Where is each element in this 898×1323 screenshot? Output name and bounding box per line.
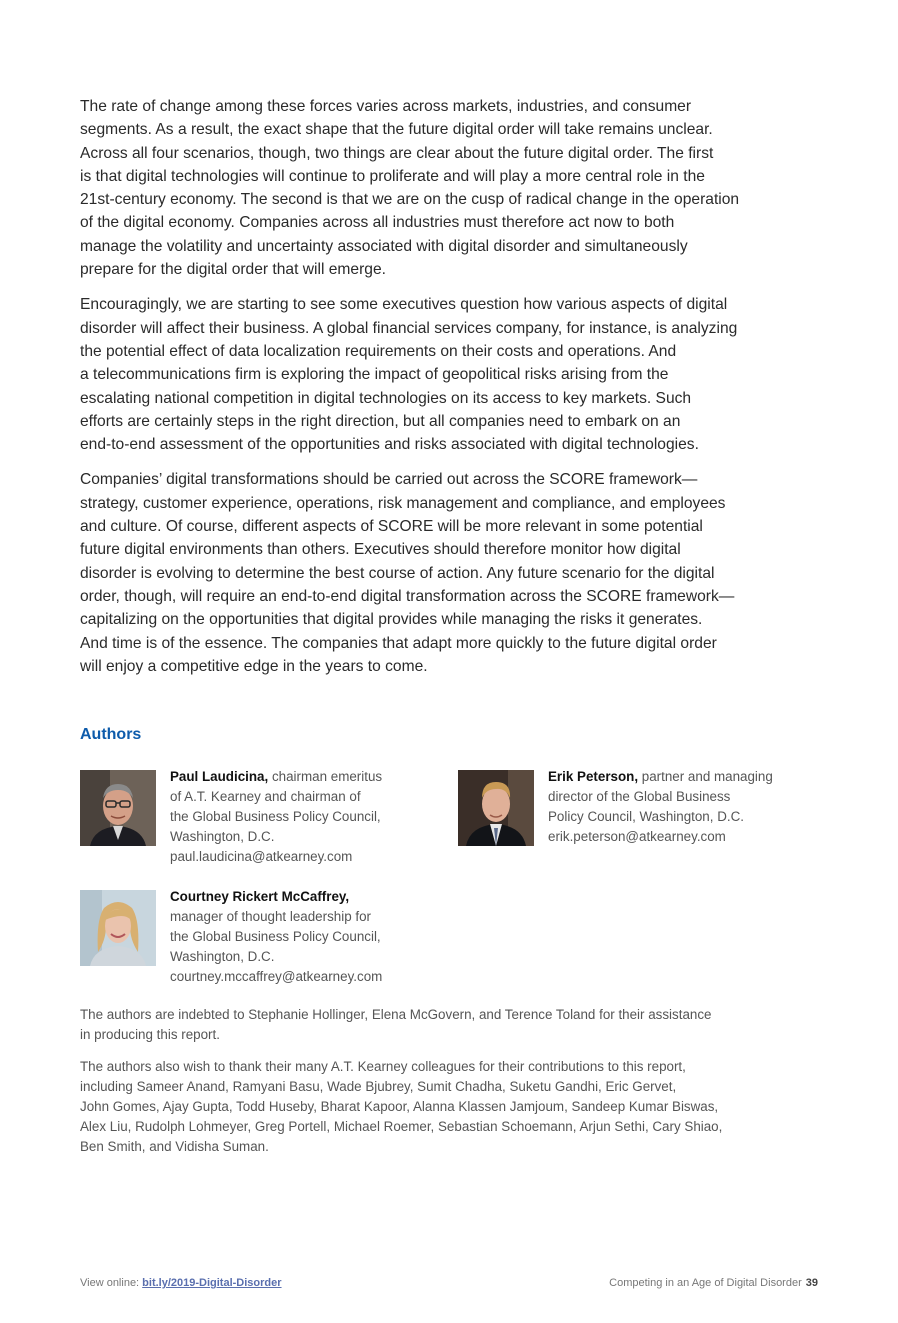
text-line: including Sameer Anand, Ramyani Basu, Wade Bjubrey, Sumit Chadha, Suketu Gandhi, Eric Gervet, <box>80 1079 677 1094</box>
author-email[interactable]: paul.laudicina@atkearney.com <box>170 849 353 864</box>
author-bio-line: the Global Business Policy Council, <box>170 929 381 944</box>
text-line: disorder will affect their business. A global financial services company, for instance, is analyzing <box>80 319 738 337</box>
text-line: end-to-end assessment of the opportunities and risks associated with digital technologies. <box>80 436 699 454</box>
author-name: Erik Peterson, <box>548 769 639 784</box>
paragraph-3 <box>80 468 818 678</box>
text-line: future digital environments than others. Executives should therefore monitor how digital <box>80 541 681 559</box>
author-bio-line: Washington, D.C. <box>170 829 275 844</box>
text-line: The rate of change among these forces varies across markets, industries, and consumer <box>80 98 692 115</box>
text-line: The authors also wish to thank their many A.T. Kearney colleagues for their contributions to this report, <box>80 1059 686 1074</box>
author-bio-line: Washington, D.C. <box>170 949 275 964</box>
report-link[interactable]: bit.ly/2019-Digital-Disorder <box>142 1277 282 1289</box>
footer-view-online <box>80 1277 282 1289</box>
author-photo-mccaffrey <box>80 890 156 966</box>
footer-report-info <box>609 1277 818 1289</box>
text-line: And time is of the essence. The companies that adapt more quickly to the future digital order <box>80 634 717 652</box>
author-bio-mccaffrey <box>170 887 382 987</box>
author-photo-laudicina <box>80 770 156 846</box>
text-line: is that digital technologies will continue to proliferate and will play a more central role in the <box>80 167 705 185</box>
author-bio-laudicina <box>170 767 382 867</box>
portrait-man-glasses-icon <box>80 770 156 846</box>
author-bio-line: Policy Council, Washington, D.C. <box>548 809 744 824</box>
page-number: 39 <box>805 1277 818 1289</box>
text-line: 21st-century economy. The second is that we are on the cusp of radical change in the operation <box>80 191 740 209</box>
text-line: efforts are certainly steps in the right direction, but all companies need to embark on an <box>80 412 681 430</box>
report-title: Competing in an Age of Digital Disorder <box>609 1277 802 1289</box>
text-line: the potential effect of data localization requirements on their costs and operations. And <box>80 342 677 360</box>
author-photo-peterson <box>458 770 534 846</box>
text-line: escalating national competition in digital technologies on its access to key markets. Such <box>80 389 692 407</box>
paragraph-2 <box>80 293 818 456</box>
text-line: Ben Smith, and Vidisha Suman. <box>80 1139 269 1154</box>
text-line: prepare for the digital order that will emerge. <box>80 261 386 279</box>
author-bio-line: director of the Global Business <box>548 789 731 804</box>
acknowledgment-1 <box>80 1005 800 1045</box>
author-bio-line: manager of thought leadership for <box>170 909 371 924</box>
text-line: strategy, customer experience, operations, risk management and compliance, and employees <box>80 494 726 512</box>
text-line: Across all four scenarios, though, two things are clear about the future digital order. The first <box>80 144 714 162</box>
view-online-label: View online: <box>80 1277 143 1289</box>
author-role: partner and managing <box>638 769 773 784</box>
author-bio-line: the Global Business Policy Council, <box>170 809 381 824</box>
acknowledgment-2 <box>80 1057 800 1157</box>
text-line: John Gomes, Ajay Gupta, Todd Huseby, Bharat Kapoor, Alanna Klassen Jamjoum, Sandeep Kumar Biswas, <box>80 1099 719 1114</box>
author-email[interactable]: courtney.mccaffrey@atkearney.com <box>170 969 383 984</box>
author-role: chairman emeritus <box>268 769 383 784</box>
text-line: The authors are indebted to Stephanie Hollinger, Elena McGovern, and Terence Toland for their assistance <box>80 1007 712 1022</box>
text-line: disorder is evolving to determine the best course of action. Any future scenario for the digital <box>80 564 715 582</box>
text-line: of the digital economy. Companies across all industries must therefore act now to both <box>80 214 675 232</box>
text-line: capitalizing on the opportunities that digital provides while managing the risks it generates. <box>80 611 703 629</box>
text-line: order, though, will require an end-to-end digital transformation across the SCORE framework— <box>80 587 735 605</box>
text-line: Companies’ digital transformations should be carried out across the SCORE framework— <box>80 471 698 489</box>
author-bio-line: of A.T. Kearney and chairman of <box>170 789 361 804</box>
paragraph-1 <box>80 95 818 281</box>
body-text <box>80 95 818 690</box>
author-name: Courtney Rickert McCaffrey, <box>170 889 350 904</box>
author-email[interactable]: erik.peterson@atkearney.com <box>548 829 726 844</box>
text-line: will enjoy a competitive edge in the years to come. <box>80 657 428 675</box>
text-line: in producing this report. <box>80 1027 220 1042</box>
authors-heading: Authors <box>80 726 142 743</box>
author-name: Paul Laudicina, <box>170 769 269 784</box>
portrait-woman-blonde-icon <box>80 890 156 966</box>
text-line: a telecommunications firm is exploring the impact of geopolitical risks arising from the <box>80 366 669 384</box>
portrait-man-suit-icon <box>458 770 534 846</box>
text-line: segments. As a result, the exact shape that the future digital order will take remains unclear. <box>80 121 713 139</box>
text-line: manage the volatility and uncertainty associated with digital disorder and simultaneously <box>80 237 688 255</box>
text-line: Alex Liu, Rudolph Lohmeyer, Greg Portell, Michael Roemer, Sebastian Schoemann, Arjun Sethi, Cary Shiao, <box>80 1119 723 1134</box>
text-line: Encouragingly, we are starting to see some executives question how various aspects of digital <box>80 296 728 314</box>
author-bio-peterson <box>548 767 773 847</box>
text-line: and culture. Of course, different aspects of SCORE will be more relevant in some potential <box>80 518 703 536</box>
